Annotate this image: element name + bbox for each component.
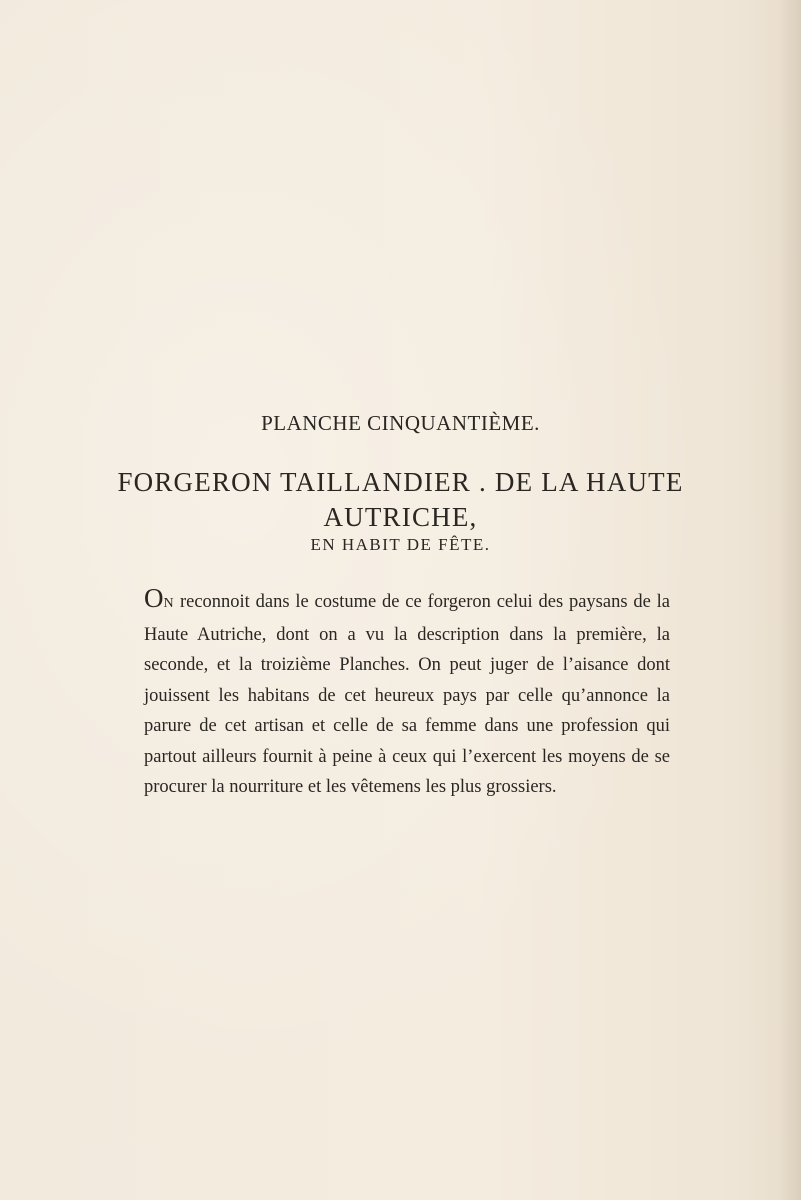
body-paragraph (144, 583, 670, 803)
drop-cap: O (144, 583, 164, 613)
main-title (0, 465, 801, 535)
sub-title: EN HABIT DE FÊTE. (310, 535, 491, 554)
page-edge-shadow (779, 0, 801, 1200)
plate-heading: PLANCHE CINQUANTIÈME. (261, 411, 540, 435)
main-title-line-1: FORGERON TAILLANDIER . DE LA HAUTE (117, 467, 684, 497)
small-caps-letter: N (163, 596, 175, 611)
main-title-line-2: AUTRICHE, (323, 502, 478, 532)
body-text: reconnoit dans le costume de ce forgeron celui des paysans de la Haute Autriche, dont on a vu la description dans la première, la seconde, et la troizième Planches. On peut juger de l’aisance dont jouissent les habitans de cet heureux pays par celle qu’annonce la parure de cet artisan et celle de sa femme dans une profession qui partout ailleurs fournit à peine à ceux qui l’exercent les moyens de se procurer la nourriture et les vêtemens les plus grossiers. (144, 592, 670, 797)
